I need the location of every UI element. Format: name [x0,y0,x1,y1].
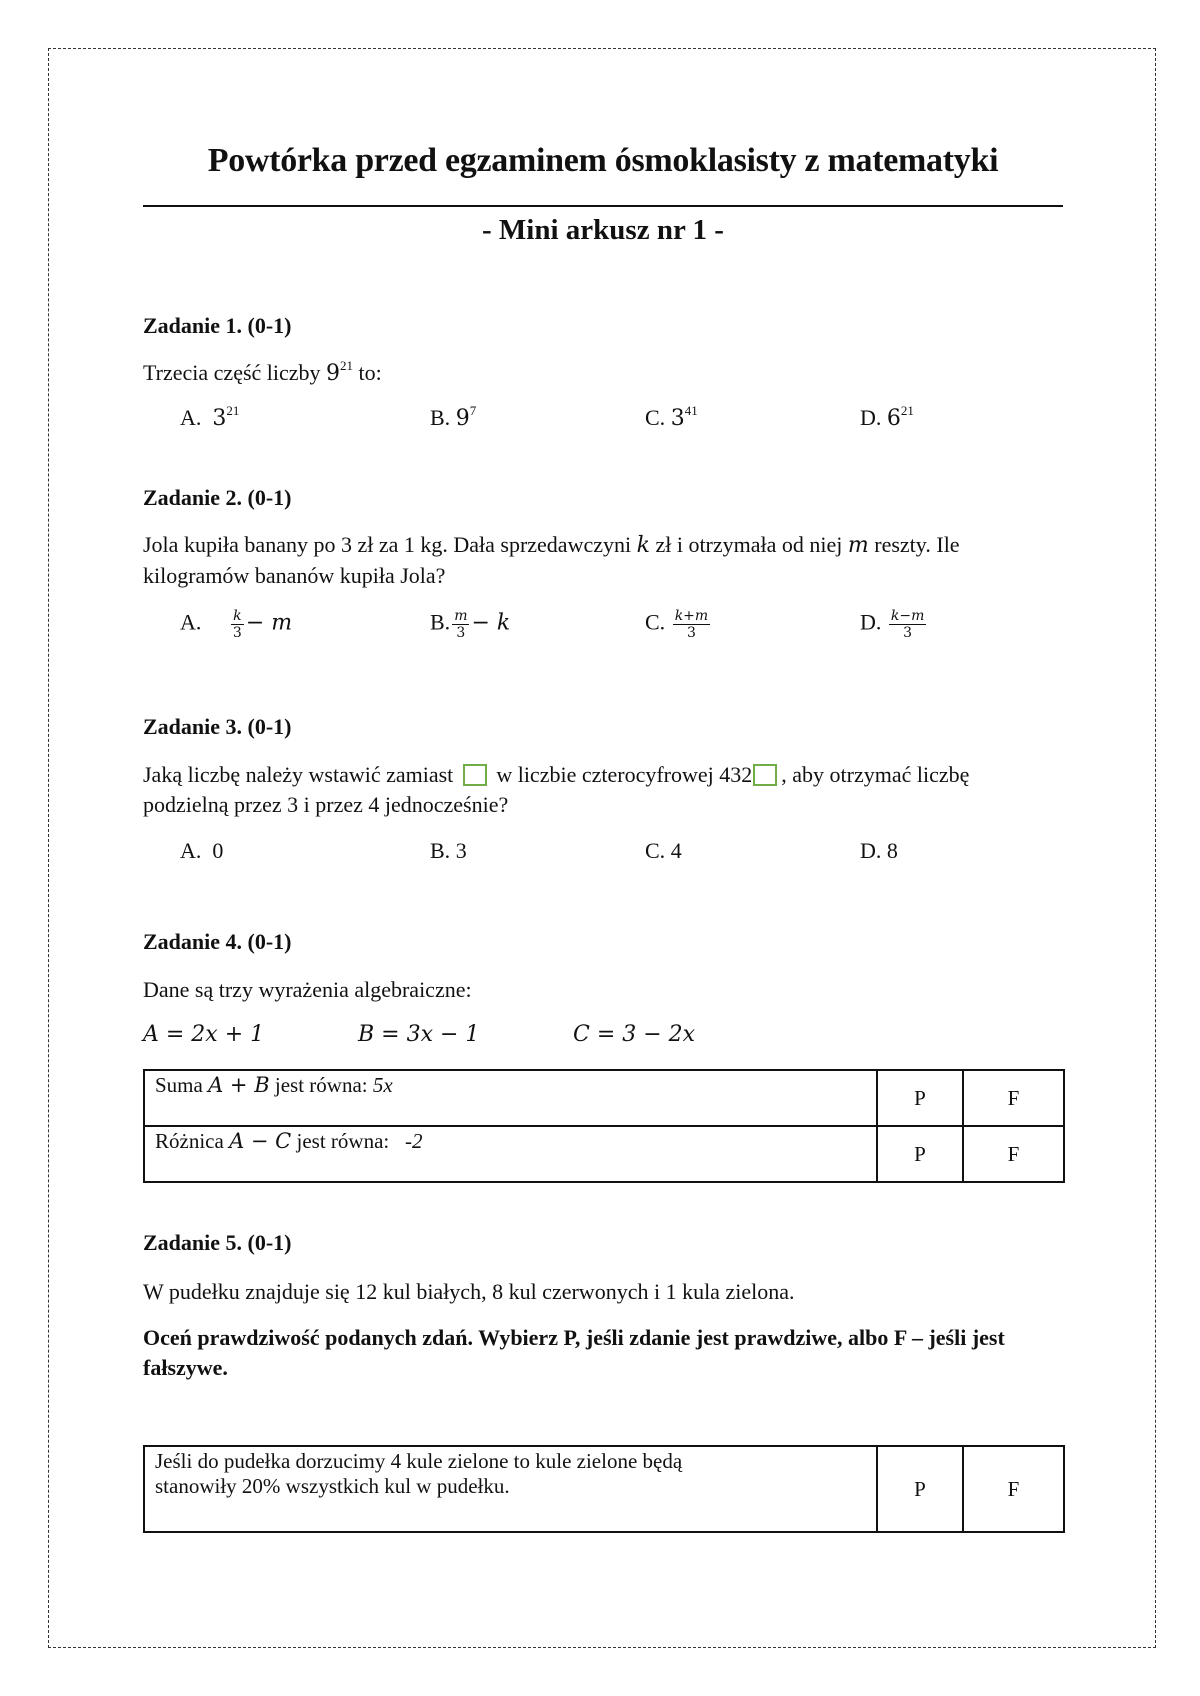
task2-option-c[interactable]: C. $\frac{k+m}{3}$ [645,608,709,641]
task3-question: Jaką liczbę należy wstawić zamiast w liczbie czterocyfrowej 432 , aby otrzymać liczbę podzielną przez 3 i przez 4 jednocześnie? [143,762,970,817]
task1-question-post: to: [353,360,382,385]
false-option-cell[interactable]: F [963,1446,1064,1532]
table-row [144,1446,1064,1532]
task4-intro: Dane są trzy wyrażenia algebraiczne: [143,977,472,1002]
expression-a: A = 2x + 1 [143,1022,265,1047]
task1-option-c[interactable]: C. $3^{41}$ [645,403,698,431]
task5-header: Zadanie 5. (0-1) [143,1230,292,1255]
true-option-cell[interactable]: P [877,1070,963,1126]
task3-option-b[interactable]: B. 3 [430,838,467,863]
table-row [144,1126,1064,1182]
task2-header: Zadanie 2. (0-1) [143,485,292,510]
task3-option-d[interactable]: D. 8 [860,838,898,863]
task2-option-b[interactable]: B. $\frac{m}{3}$ − k [430,608,511,641]
task4-header: Zadanie 4. (0-1) [143,929,292,954]
page-subtitle: - Mini arkusz nr 1 - [482,214,724,246]
false-option-cell[interactable]: F [963,1126,1064,1182]
task2-option-a[interactable]: A. $\frac{k}{3}$ − m [180,608,293,641]
true-option-cell[interactable]: P [877,1446,963,1532]
task1-question-pre: Trzecia część liczby [143,360,327,385]
task5-table [143,1445,1065,1533]
task1-exp: 21 [340,358,354,373]
title-divider [143,205,1063,207]
task4-table [143,1069,1065,1183]
blank-box-icon [463,764,487,786]
task1-option-b[interactable]: B. $9^7$ [430,403,477,431]
expression-c: C = 3 − 2x [573,1022,696,1047]
blank-box-icon [753,764,777,786]
task3-header: Zadanie 3. (0-1) [143,714,292,739]
task1-base: 9 [326,361,341,386]
task3-option-a[interactable]: A. 0 [180,838,224,863]
task1-option-d[interactable]: D. $6^{21}$ [860,403,914,431]
task2-question: Jola kupiła banany po 3 zł za 1 kg. Dała sprzedawczyni k zł i otrzymała od niej m reszty. Ile kilogramów bananów kupiła Jola? [143,532,960,588]
task2-option-d[interactable]: D. $\frac{k-m}{3}$ [860,608,925,641]
statement-cell: Różnica A − C jest równa: -2 [144,1126,877,1182]
true-option-cell[interactable]: P [877,1126,963,1182]
false-option-cell[interactable]: F [963,1070,1064,1126]
task5-instruction: Oceń prawdziwość podanych zdań. Wybierz P, jeśli zdanie jest prawdziwe, albo F – jeśli jest fałszywe. [143,1325,1005,1380]
task3-option-c[interactable]: C. 4 [645,838,682,863]
task1-header: Zadanie 1. (0-1) [143,313,292,338]
task1-question [143,358,1068,389]
task1-option-a[interactable]: A. $3^{21}$ [180,403,240,431]
expression-b: B = 3x − 1 [358,1022,480,1047]
statement-cell: Suma A + B jest równa: 5x [144,1070,877,1126]
table-row [144,1070,1064,1126]
task5-intro: W pudełku znajduje się 12 kul białych, 8 kul czerwonych i 1 kula zielona. [143,1279,795,1304]
page-title: Powtórka przed egzaminem ósmoklasisty z matematyki [207,142,999,179]
statement-cell: Jeśli do pudełka dorzucimy 4 kule zielone to kule zielone będą stanowiły 20% wszystkich kul w pudełku. [144,1446,877,1532]
